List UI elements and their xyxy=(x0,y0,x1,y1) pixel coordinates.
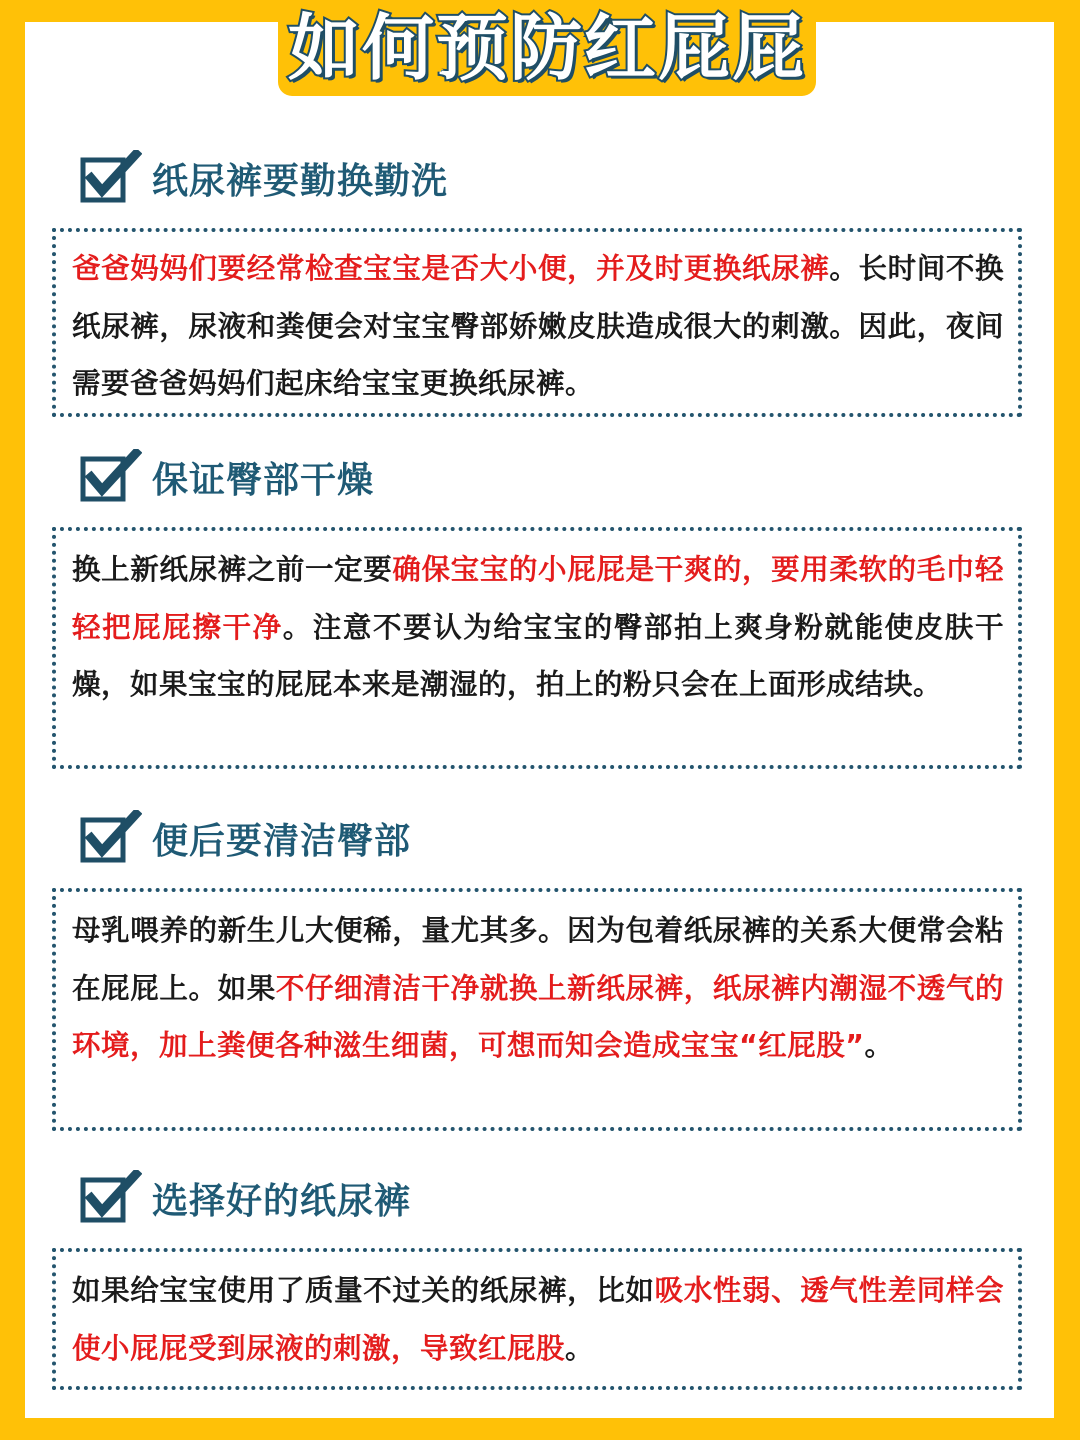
section-paragraph xyxy=(72,902,1004,1075)
body-text: 换上新纸尿裤之前一定要 xyxy=(72,553,393,586)
section-header-3 xyxy=(80,808,411,868)
checkbox-check-icon xyxy=(80,449,142,505)
section-header-4 xyxy=(80,1168,411,1228)
section-body-1 xyxy=(52,228,1022,417)
body-text: 如果给宝宝使用了质量不过关的纸尿裤，比如 xyxy=(72,1274,655,1307)
section-title: 便后要清洁臀部 xyxy=(152,820,412,862)
body-text: 。长时间不换纸尿裤，尿液和粪便会对宝宝臀部娇嫩皮肤造成很大的刺激。因此，夜间需要爸爸妈妈们起床给宝宝更换纸尿裤。 xyxy=(72,252,1004,400)
section-paragraph xyxy=(72,1262,1004,1377)
highlight-text: 确保宝宝的小屁屁是干爽的，要用柔软的毛巾轻轻把屁屁擦干净 xyxy=(72,553,1004,644)
highlight-text: 不仔细清洁干净就换上新纸尿裤，纸尿裤内潮湿不透气的环境，加上粪便各种滋生细菌，可想而知会造成宝宝“红屁股” xyxy=(72,971,1004,1062)
checkbox-check-icon xyxy=(80,810,142,866)
body-text: 。 xyxy=(565,1331,595,1365)
section-body-3 xyxy=(52,888,1022,1131)
body-text: 。注意不要认为给宝宝的臀部拍上爽身粉就能使皮肤干燥，如果宝宝的屁屁本来是潮湿的，拍上的粉只会在上面形成结块。 xyxy=(72,610,1004,701)
section-body-4 xyxy=(52,1248,1022,1390)
section-header-1 xyxy=(80,148,448,208)
checkbox-check-icon xyxy=(80,150,142,206)
section-title: 保证臀部干燥 xyxy=(152,459,375,501)
section-paragraph xyxy=(72,240,1004,413)
section-title: 选择好的纸尿裤 xyxy=(152,1180,412,1222)
highlight-text: 吸水性弱、透气性差同样会使小屁屁受到尿液的刺激，导致红屁股 xyxy=(72,1274,1004,1365)
page-title: 如何预防红屁屁 xyxy=(287,6,806,90)
highlight-text: 爸爸妈妈们要经常检查宝宝是否大小便，并及时更换纸尿裤 xyxy=(72,252,830,285)
body-text: 。 xyxy=(864,1029,894,1062)
section-header-2 xyxy=(80,447,374,507)
section-body-2 xyxy=(52,527,1022,769)
section-paragraph xyxy=(72,541,1004,714)
section-title: 纸尿裤要勤换勤洗 xyxy=(152,160,449,202)
body-text: 母乳喂养的新生儿大便稀，量尤其多。因为包着纸尿裤的关系大便常会粘在屁屁上。如果 xyxy=(72,914,1004,1005)
checkbox-check-icon xyxy=(80,1170,142,1226)
